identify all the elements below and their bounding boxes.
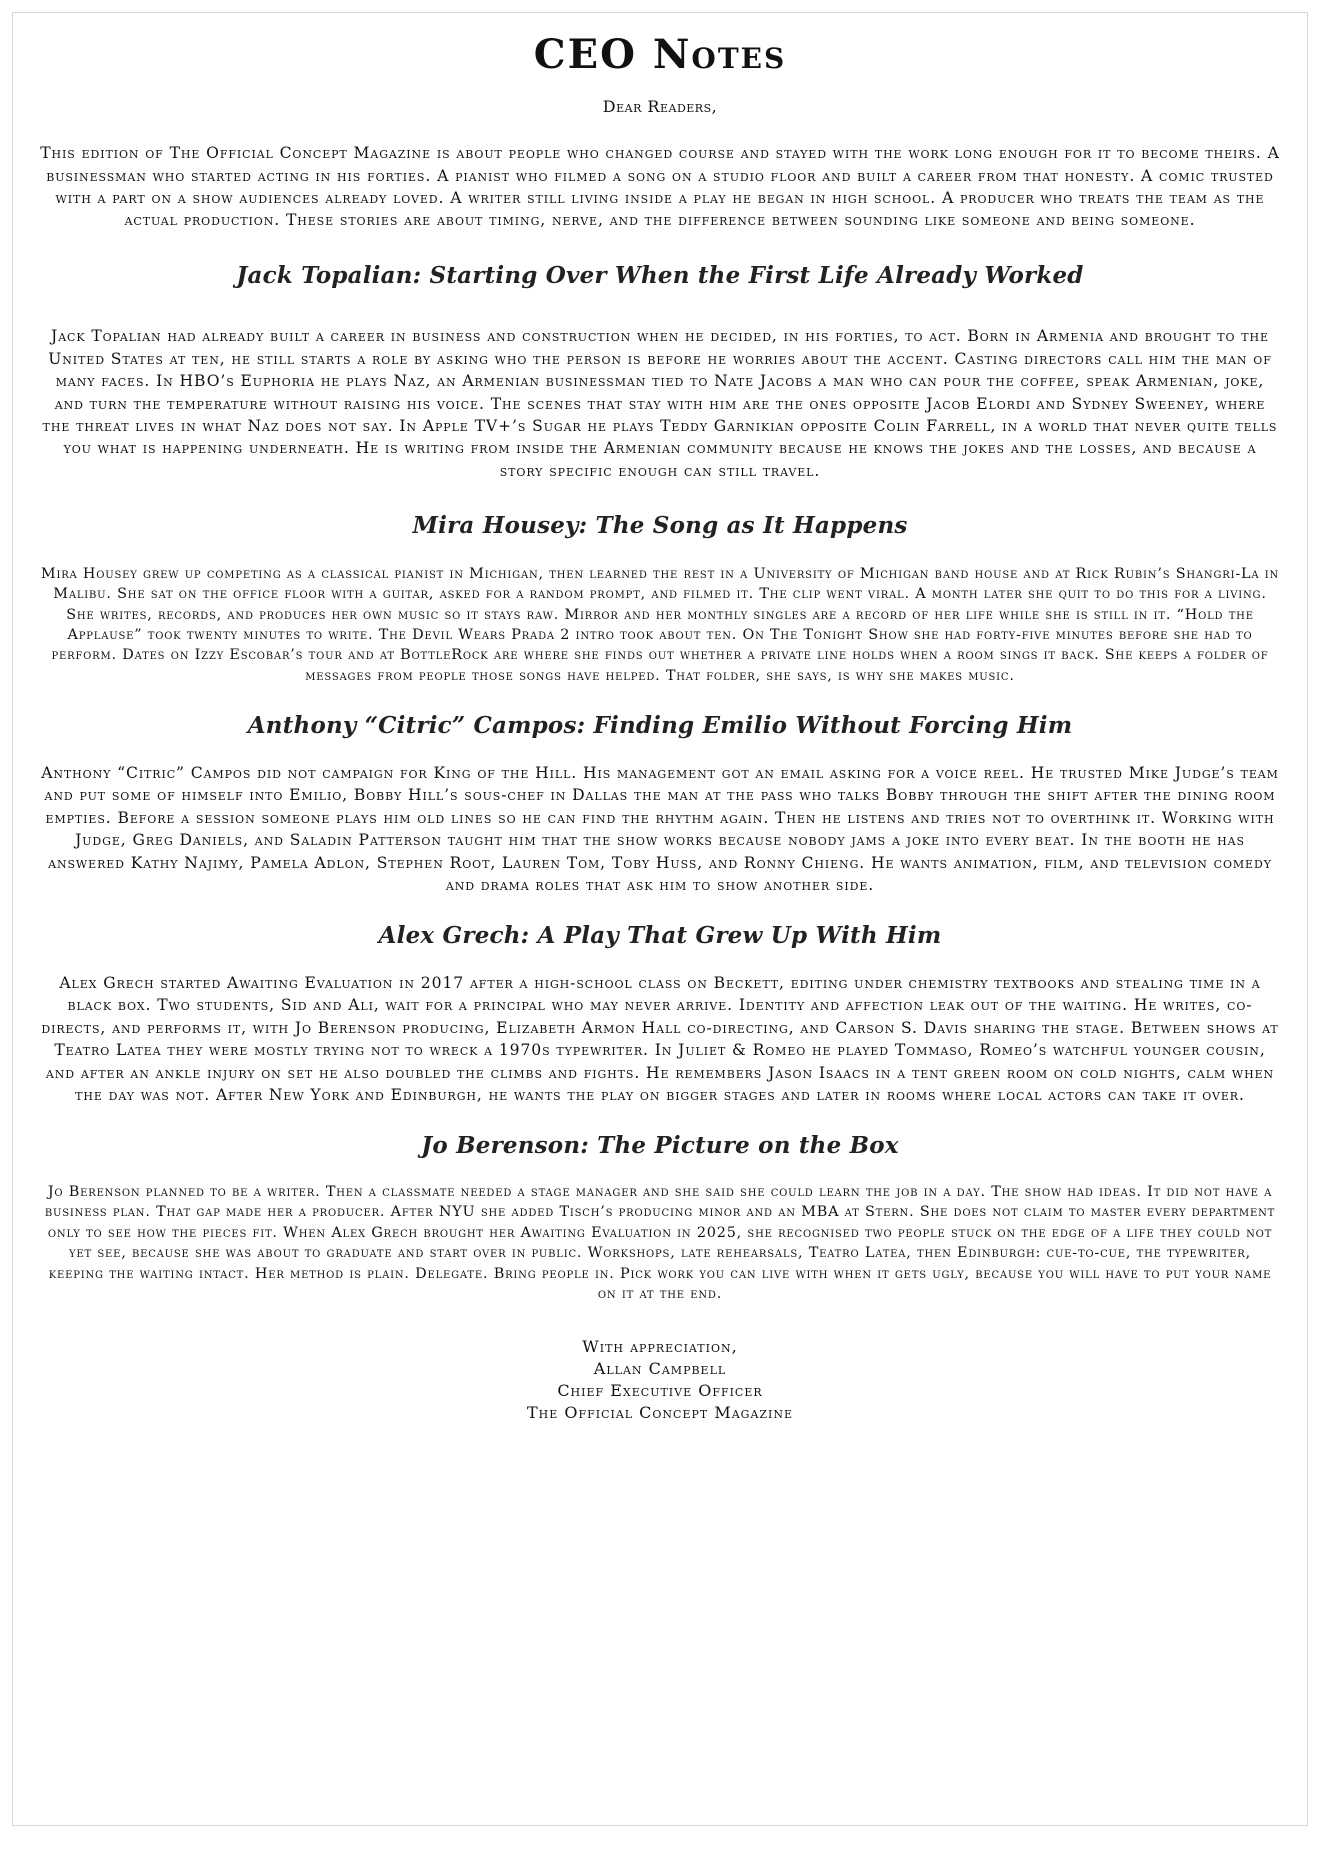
signoff <box>39 1336 1281 1424</box>
section-body-housey: Mira Housey grew up competing as a classical pianist in Michigan, then learned the rest in a University of Michigan band house and at Rick Rubin’s Shangri-La in Malibu. She sat on the office floor with a guitar, asked for a random prompt, and filmed it. The clip went viral. A month later she quit to do this for a living. She writes, records, and produces her own music so it stays raw. Mirror and her monthly singles are a record of her life while she is still in it. “Hold the Applause” took twenty minutes to write. The Devil Wears Prada 2 intro took about ten. On The Tonight Show she had forty-five minutes before she had to perform. Dates on Izzy Escobar’s tour and at BottleRock are where she finds out whether a private line holds when a room sings it back. She keeps a folder of messages from people those songs have helped. That folder, she says, is why she makes music. <box>40 565 1280 684</box>
signoff-role: Chief Executive Officer <box>557 1381 763 1401</box>
section-heading-housey: Mira Housey: The Song as It Happens <box>412 512 908 540</box>
ceo-notes-page <box>12 12 1308 1826</box>
intro-paragraph: This edition of The Official Concept Magazine is about people who changed course and stayed with the work long enough for it to become theirs. A businessman who started acting in his forties. A pianist who filmed a song on a studio floor and built a career from that honesty. A comic trusted with a part on a show audiences already loved. A writer still living inside a play he began in high school. A producer who treats the team as the actual production. These stories are about timing, nerve, and the difference between sounding like someone and being someone. <box>40 144 1280 230</box>
section-heading-berenson: Jo Berenson: The Picture on the Box <box>421 1132 899 1160</box>
section-heading-grech: Alex Grech: A Play That Grew Up With Him <box>378 922 942 950</box>
section-body-topalian: Jack Topalian had already built a career in business and construction when he decided, in his forties, to act. Born in Armenia and brought to the United States at ten, he still starts a role by asking who the person is before he worries about the accent. Casting directors call him the man of many faces. In HBO’s Euphoria he plays Naz, an Armenian businessman tied to Nate Jacobs a man who can pour the coffee, speak Armenian, joke, and turn the temperature without raising his voice. The scenes that stay with him are the ones opposite Jacob Elordi and Sydney Sweeney, where the threat lives in what Naz does not say. In Apple TV+’s Sugar he plays Teddy Garnikian opposite Colin Farrell, in a world that never quite tells you what is happening underneath. He is writing from inside the Armenian community because he knows the jokes and the losses, and because a story specific enough can still travel. <box>42 327 1278 480</box>
signoff-org: The Official Concept Magazine <box>526 1403 794 1423</box>
section-body-campos: Anthony “Citric” Campos did not campaign for King of the Hill. His management got an email asking for a voice reel. He trusted Mike Judge’s team and put some of himself into Emilio, Bobby Hill’s sous-chef in Dallas the man at the pass who talks Bobby through the shift after the dining room empties. Before a session someone plays him old lines so he can find the rhythm again. Then he listens and tries not to overthink it. Working with Judge, Greg Daniels, and Saladin Patterson taught him that the show works because nobody jams a joke into every beat. In the booth he has answered Kathy Najimy, Pamela Adlon, Stephen Root, Lauren Tom, Toby Huss, and Ronny Chieng. He wants animation, film, and television comedy and drama roles that ask him to show another side. <box>41 763 1279 894</box>
section-body-grech: Alex Grech started Awaiting Evaluation in 2017 after a high-school class on Beckett, editing under chemistry textbooks and stealing time in a black box. Two students, Sid and Ali, wait for a principal who may never arrive. Identity and affection leak out of the waiting. He writes, co-directs, and performs it, with Jo Berenson producing, Elizabeth Armon Hall co-directing, and Carson S. Davis sharing the stage. Between shows at Teatro Latea they were mostly trying not to wreck a 1970s typewriter. In Juliet & Romeo he played Tommaso, Romeo’s watchful younger cousin, and after an ankle injury on set he also doubled the climbs and fights. He remembers Jason Isaacs in a tent green room on cold nights, calm when the day was not. After New York and Edinburgh, he wants the play on bigger stages and later in rooms where local actors can take it over. <box>41 973 1279 1104</box>
greeting: Dear Readers, <box>602 97 718 116</box>
section-heading-campos: Anthony “Citric” Campos: Finding Emilio Without Forcing Him <box>247 712 1073 740</box>
section-body-berenson: Jo Berenson planned to be a writer. Then a classmate needed a stage manager and she said she could learn the job in a day. The show had ideas. It did not have a business plan. That gap made her a producer. After NYU she added Tisch’s producing minor and an MBA at Stern. She does not claim to master every department only to see how the pieces fit. When Alex Grech brought her Awaiting Evaluation in 2025, she recognised two people stuck on the edge of a life they could not yet see, because she was about to graduate and start over in public. Workshops, late rehearsals, Teatro Latea, then Edinburgh: cue-to-cue, the typewriter, keeping the waiting intact. Her method is plain. Delegate. Bring people in. Pick work you can live with when it gets ugly, because you will have to put your name on it at the end. <box>44 1183 1276 1302</box>
section-heading-topalian: Jack Topalian: Starting Over When the First Life Already Worked <box>236 261 1084 289</box>
signoff-closing: With appreciation, <box>582 1337 738 1357</box>
page-title: CEO Notes <box>533 31 787 78</box>
signoff-name: Allan Campbell <box>593 1359 727 1379</box>
